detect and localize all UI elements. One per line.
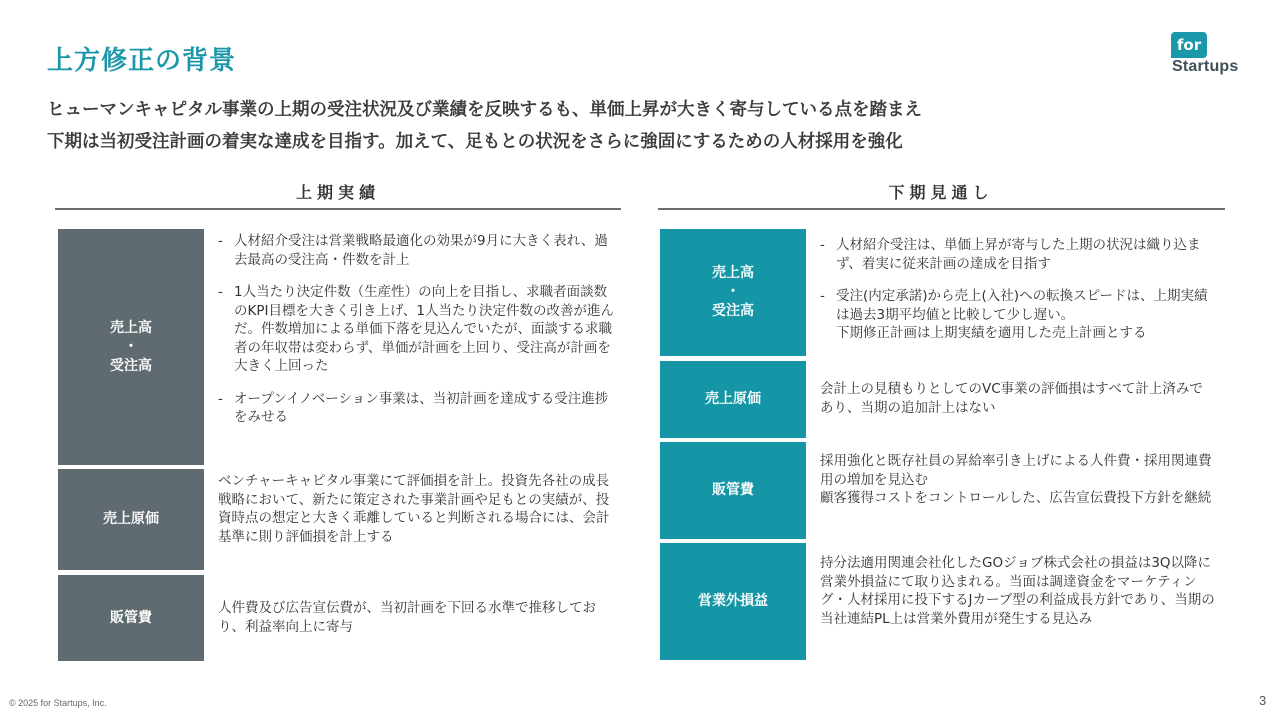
left-row-sga-label [58, 575, 204, 661]
list-item-text: 1人当たり決定件数（生産性）の向上を目指し、求職者面談数のKPI目標を大きく引き上げ、1人当たり決定件数の改善が進んだ。件数増加による単価下落を見込んでいたが、面談する求職者の年収帯は変わらず、単価が計画を上回り、受注高が計画を大きく上回った [234, 284, 615, 374]
label-line: 受注高 [110, 357, 152, 374]
label-line: 売上原価 [103, 511, 159, 527]
logo-wordmark: Startups [1172, 58, 1239, 75]
left-column-heading: 上期実績 [295, 183, 380, 202]
label-line: 売上高 [712, 265, 754, 281]
left-column-rule [55, 208, 621, 210]
company-logo [1171, 32, 1251, 80]
label-line: 売上高 [110, 319, 152, 336]
left-row-cogs-desc: ベンチャーキャピタル事業にて評価損を計上。投資先各社の成長戦略において、新たに策定された事業計画や足もとの実績が、投資時点の想定と大きく乖離していると判断される場合には、会計基準に則り評価損を計上する [218, 473, 610, 545]
left-row-cogs-label [58, 469, 204, 570]
label-line: 販管費 [110, 609, 152, 626]
list-item: - オープンイノベーション事業は、当初計画を達成する受注進捗をみせる [218, 390, 616, 427]
left-row-sales-label [58, 229, 204, 465]
list-item-text: 受注(内定承諾)から売上(入社)への転換スピードは、上期実績は過去3期平均値と比較して少し遅い。 下期修正計画は上期実績を適用した売上計画とする [836, 288, 1208, 341]
list-item-text: 人材紹介受注は、単価上昇が寄与した上期の状況は織り込まず、着実に従来計画の達成を目指す [836, 237, 1201, 272]
list-item: - 1人当たり決定件数（生産性）の向上を目指し、求職者面談数のKPI目標を大きく引き上げ、1人当たり決定件数の改善が進んだ。件数増加による単価下落を見込んでいたが、面談する求職者の年収帯は変わらず、単価が計画を上回り、受注高が計画を大きく上回った [218, 284, 615, 374]
list-item: - 人材紹介受注は、単価上昇が寄与した上期の状況は織り込まず、着実に従来計画の達成を目指す [820, 236, 1216, 273]
right-row-sales-desc [820, 236, 1216, 357]
list-item: - 人材紹介受注は営業戦略最適化の効果が9月に大きく表れ、過去最高の受注高・件数を計上 [218, 232, 616, 269]
right-column-heading: 下期見通し [888, 183, 994, 202]
label-line: 売上原価 [705, 391, 761, 407]
logo-mark: for [1171, 32, 1207, 58]
page-subtitle [47, 94, 1237, 158]
label-line: ・ [124, 338, 138, 355]
left-row-sga-desc: 人件費及び広告宣伝費が、当初計画を下回る水準で推移しており、利益率向上に寄与 [218, 600, 596, 635]
label-line: 受注高 [712, 303, 754, 319]
right-row-cogs-desc: 会計上の見積もりとしてのVC事業の評価損はすべて計上済みであり、当期の追加計上はない [820, 381, 1203, 416]
copyright-text: © 2025 for Startups, Inc. [9, 698, 107, 708]
right-column-rule [658, 208, 1225, 210]
list-item-text: オープンイノベーション事業は、当初計画を達成する受注進捗をみせる [234, 390, 609, 425]
page-number: 3 [1259, 693, 1267, 708]
subtitle-line-1: ヒューマンキャピタル事業の上期の受注状況及び業績を反映するも、単価上昇が大きく寄与している点を踏まえ [47, 100, 922, 120]
subtitle-line-2: 下期は当初受注計画の着実な達成を目指す。加えて、足もとの状況をさらに強固にするための人材採用を強化 [47, 132, 903, 152]
label-line: ・ [726, 284, 740, 300]
label-line: 営業外損益 [698, 593, 768, 609]
right-row-nonop-label [660, 543, 806, 660]
list-item: - 受注(内定承諾)から売上(入社)への転換スピードは、上期実績は過去3期平均値と比較して少し遅い。 下期修正計画は上期実績を適用した売上計画とする [820, 287, 1216, 343]
left-row-sales-desc [218, 232, 616, 441]
right-row-sga-desc: 採用強化と既存社員の昇給率引き上げによる人件費・採用関連費用の増加を見込む 顧客獲得コストをコントロールした、広告宣伝費投下方針を継続 [820, 453, 1212, 506]
label-line: 販管費 [712, 482, 754, 498]
right-row-sga-label [660, 442, 806, 539]
page-title: 上方修正の背景 [47, 46, 237, 76]
right-row-sales-label [660, 229, 806, 356]
right-row-nonop-desc: 持分法適用関連会社化したGOジョブ株式会社の損益は3Q以降に営業外損益にて取り込まれる。当面は調達資金をマーケティング・人材採用に投下するJカーブ型の利益成長方針であり、当期の当社連結PL上は営業外費用が発生する見込み [820, 555, 1215, 627]
list-item-text: 人材紹介受注は営業戦略最適化の効果が9月に大きく表れ、過去最高の受注高・件数を計上 [234, 233, 608, 268]
right-row-cogs-label [660, 361, 806, 438]
